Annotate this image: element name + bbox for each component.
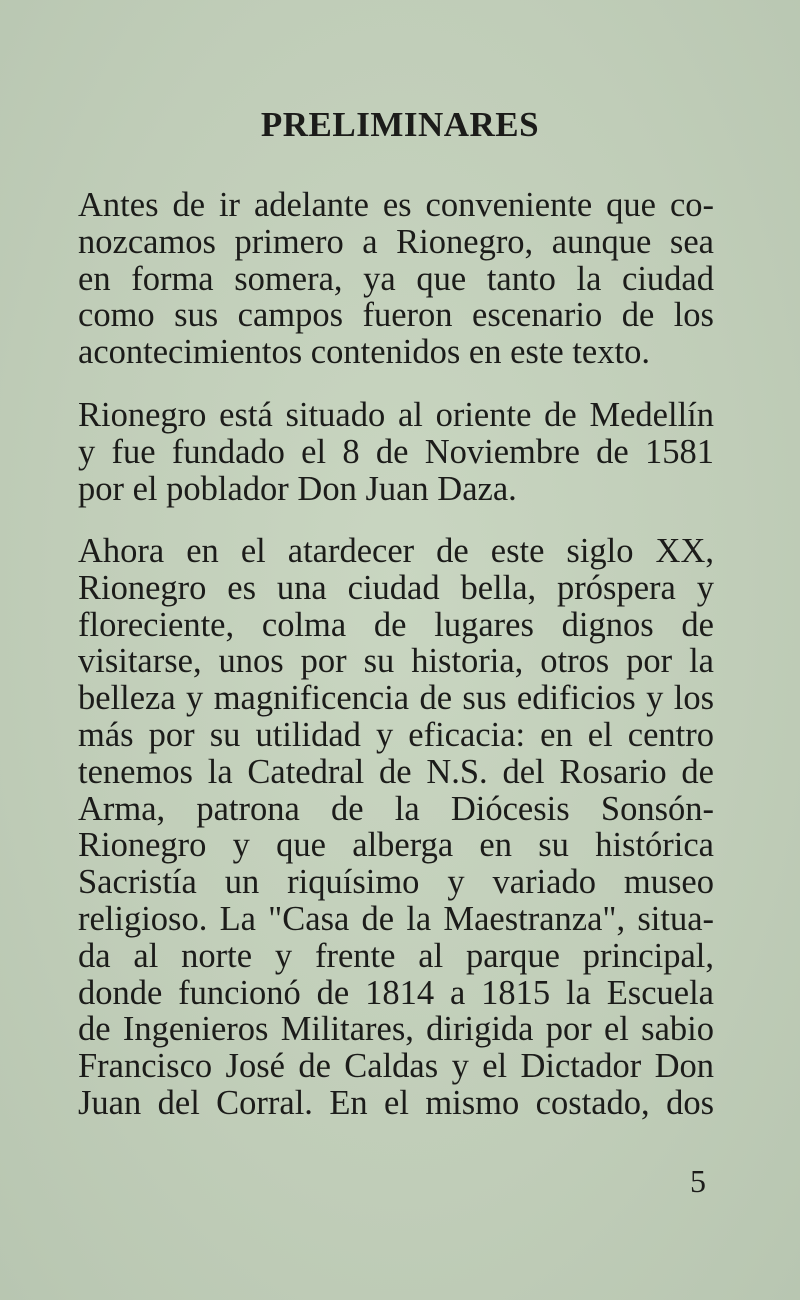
text-line: más por su utilidad y eficacia: en el centro [78,715,714,754]
text-line: por el poblador Don Juan Daza. [78,469,517,508]
text-line: Ahora en el atardecer de este siglo XX, [78,532,714,570]
text-line: donde funcionó de 1814 a 1815 la Escuela [78,973,714,1012]
text-line: Rionegro está situado al oriente de Medellín [78,396,714,434]
text-line: en forma somera, ya que tanto la ciudad [78,259,714,298]
text-line: floreciente, colma de lugares dignos de [78,605,714,644]
text-line: religioso. La "Casa de la Maestranza", situa- [78,899,714,938]
chapter-heading: PRELIMINARES [260,105,540,144]
paragraph-2 [78,397,714,507]
text-line: Rionegro y que alberga en su histórica [78,826,714,865]
text-line: acontecimientos contenidos en este texto. [78,333,650,372]
text-line: Arma, patrona de la Diócesis Sonsón- [78,789,714,828]
paragraph-3 [78,533,714,1122]
text-line: visitarse, unos por su historia, otros por la [78,642,714,681]
page-number: 5 [690,1163,706,1199]
text-line: da al norte y frente al parque principal, [78,936,714,975]
text-line: Juan del Corral. En el mismo costado, dos [78,1083,714,1122]
text-line: Francisco José de Caldas y el Dictador Don [78,1047,714,1086]
text-line: de Ingenieros Militares, dirigida por el sabio [78,1010,714,1049]
text-line: Antes de ir adelante es conveniente que co- [78,186,714,224]
text-line: Sacristía un riquísimo y variado museo [78,863,714,902]
text-line: como sus campos fueron escenario de los [78,296,714,335]
text-line: Rionegro es una ciudad bella, próspera y [78,568,714,607]
paragraph-1 [78,187,714,371]
text-line: y fue fundado el 8 de Noviembre de 1581 [78,432,714,471]
text-line: belleza y magnificencia de sus edificios y los [78,679,714,718]
text-line: tenemos la Catedral de N.S. del Rosario de [78,752,714,791]
text-line: nozcamos primero a Rionegro, aunque sea [78,222,714,261]
